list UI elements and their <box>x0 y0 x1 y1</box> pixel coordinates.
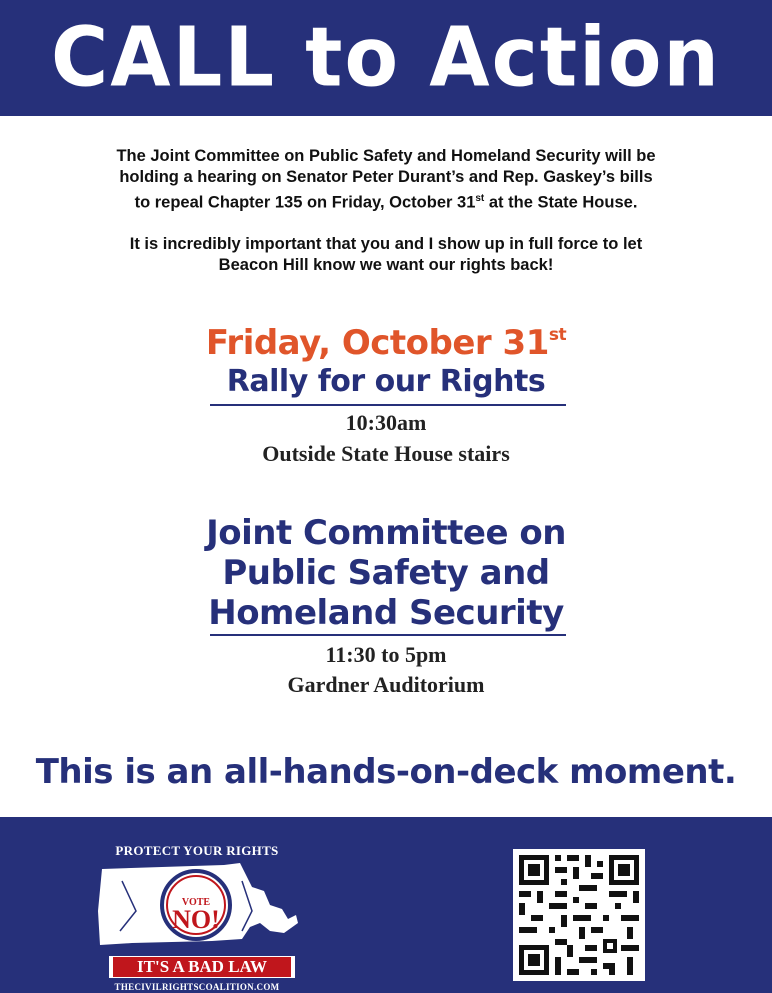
rally-date-suffix: st <box>548 325 567 345</box>
logo-tagline: PROTECT YOUR RIGHTS <box>115 843 279 858</box>
qr-code-icon[interactable] <box>513 849 645 981</box>
logo-banner-text: IT'S A BAD LAW <box>113 957 291 977</box>
intro-line: to repeal Chapter 135 on Friday, October 31 <box>134 193 476 212</box>
intro-paragraph-2 <box>60 234 712 276</box>
committee-title-line: Homeland Security <box>208 593 564 633</box>
rally-date-text: Friday, October 31 <box>205 323 549 363</box>
committee-divider <box>210 634 566 636</box>
committee-location: Gardner Auditorium <box>287 672 485 697</box>
footer-banner <box>0 817 772 993</box>
rally-date <box>0 323 772 363</box>
intro-line: The Joint Committee on Public Safety and Homeland Security will be <box>116 147 656 165</box>
intro-line: at the State House. <box>484 193 638 212</box>
intro-superscript: st <box>475 193 485 204</box>
rally-location: Outside State House stairs <box>262 441 510 466</box>
intro-line: It is incredibly important that you and I show up in full force to let <box>129 234 643 253</box>
rally-divider <box>210 404 566 406</box>
intro-text <box>60 146 712 296</box>
committee-title-line: Joint Committee on <box>206 513 566 553</box>
logo-vote-label: VOTE <box>181 897 211 908</box>
committee-title <box>0 513 772 633</box>
logo-banner <box>107 954 297 980</box>
logo-url: THECIVILRIGHTSCOALITION.COM <box>114 982 280 992</box>
intro-line: holding a hearing on Senator Peter Durant’s and Rep. Gaskey’s bills <box>119 168 653 186</box>
rally-title: Rally for our Rights <box>226 364 546 399</box>
logo-no-label: NO! <box>172 905 220 934</box>
committee-title-line: Public Safety and <box>222 553 550 593</box>
page-title: CALL to Action <box>51 10 721 106</box>
coalition-logo <box>92 841 302 992</box>
callout-text: This is an all-hands-on-deck moment. <box>35 752 737 792</box>
header-banner <box>0 0 772 116</box>
intro-line: Beacon Hill know we want our rights back! <box>218 255 554 274</box>
intro-paragraph-1 <box>60 146 712 214</box>
rally-time: 10:30am <box>345 410 427 435</box>
committee-time: 11:30 to 5pm <box>325 642 447 667</box>
